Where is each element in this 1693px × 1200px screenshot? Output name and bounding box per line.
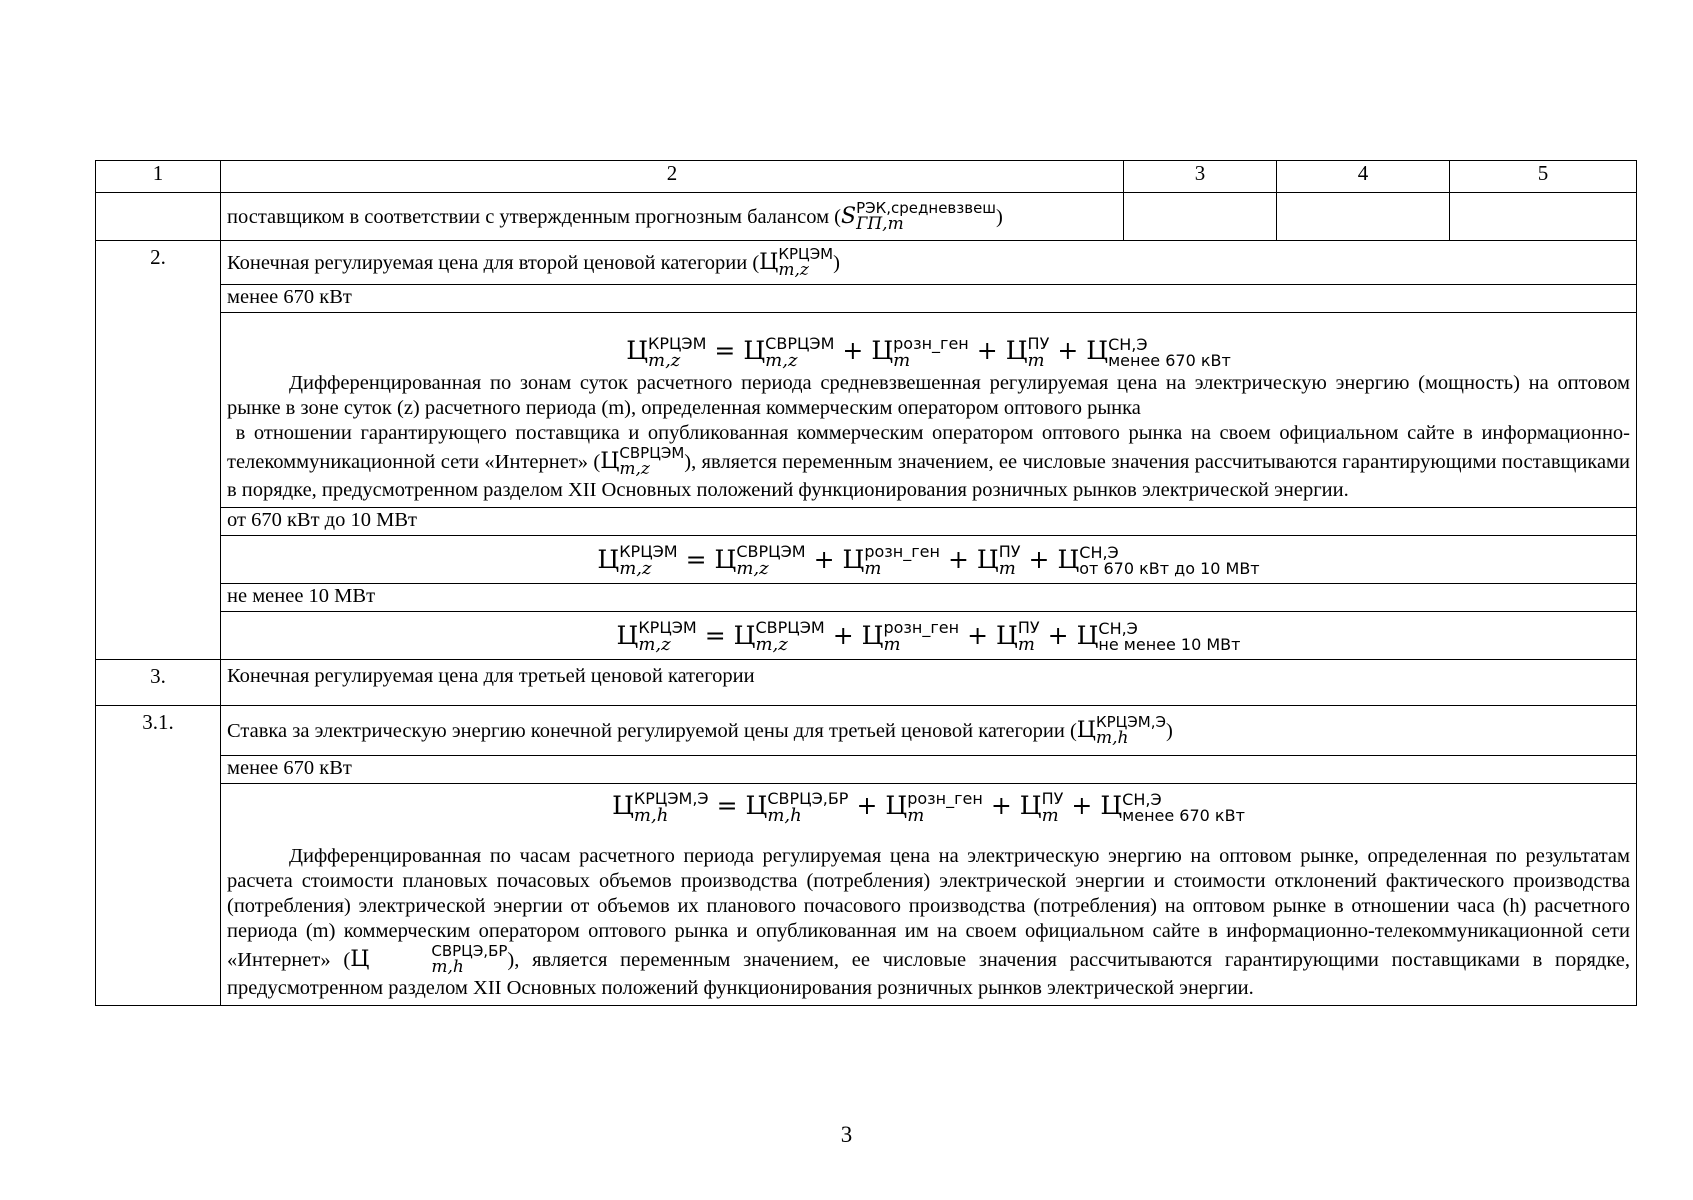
section-2-formula1-row — [96, 313, 1637, 508]
formula-and-description — [221, 784, 1637, 1006]
category-label: менее 670 кВт — [221, 756, 1637, 784]
category-label: менее 670 кВт — [221, 285, 1637, 313]
header-col-1: 1 — [96, 161, 221, 193]
section-2-formula2-row — [96, 536, 1637, 584]
formula-2-1: Ц КРЦЭМ m,z = Ц СВРЦЭМ m,z + Ц розн_ген m + Ц ПУ m + Ц СН,Э менее 670 кВт — [626, 333, 1231, 371]
s-symbol: S РЭК,средневзвеш ГП,m — [841, 198, 997, 234]
section-31-number: 3.1. — [96, 706, 221, 1006]
section-31-formula-row — [96, 784, 1637, 1006]
header-col-5: 5 — [1450, 161, 1637, 193]
category-label: не менее 10 МВт — [221, 584, 1637, 612]
section-2-title-row — [96, 241, 1637, 285]
formula-cell — [221, 536, 1637, 584]
category-label: от 670 кВт до 10 МВт — [221, 508, 1637, 536]
description-para-31: Дифференцированная по часам расчетного периода регулируемая цена на электрическую энергию на оптовом рынке, определенная по результатам расчета стоимости плановых почасовых объемов производства (потребления) электрической энергии и стоимости отклонений фактического производства (потребления) электрической энергии от объемов их планового почасового производства (потребления) на оптовом рынке в отношении часа (h) расчетного периода (m) коммерческим оператором оптового рынка и опубликованная им на своем официальном сайте в информационно-телекоммуникационной сети «Интернет» (Ц СВРЦЭ,БР m,h ), является переменным значением, ее числовые значения рассчитываются гарантирующими поставщиками в порядке, предусмотренном разделом XII Основных положений функционирования розничных рынков электрической энергии. — [227, 845, 1630, 999]
formula-2-3: Ц КРЦЭМ m,z = Ц СВРЦЭМ m,z + Ц розн_ген m + Ц ПУ m + Ц СН,Э не менее 10 МВт — [616, 618, 1241, 655]
section-2-number: 2. — [96, 241, 221, 660]
formula-cell — [221, 612, 1637, 660]
section-31-cat1-row — [96, 756, 1637, 784]
tariff-table — [95, 160, 1637, 1006]
continuation-row — [96, 193, 1637, 241]
formula-2-2: Ц КРЦЭМ m,z = Ц СВРЦЭМ m,z + Ц розн_ген m + Ц ПУ m + Ц СН,Э от 670 кВт до 10 МВт — [597, 542, 1260, 579]
continuation-text-cell — [221, 193, 1124, 241]
section-31-title-row — [96, 706, 1637, 756]
page-number: 3 — [840, 1122, 853, 1147]
formula-and-description — [221, 313, 1637, 508]
header-col-3: 3 — [1124, 161, 1277, 193]
description-para-1a: Дифференцированная по зонам суток расчетного периода средневзвешенная регулируемая цена на электрическую энергию (мощность) на оптовом рынке в зоне суток (z) расчетного периода (m), определенная коммерческим оператором оптового рынка — [227, 372, 1630, 419]
section-31-title: Ставка за электрическую энергию конечной регулируемой цены для третьей ценовой категории (Ц КРЦЭМ,Э m,h ) — [221, 706, 1637, 756]
section-3-title: Конечная регулируемая цена для третьей ценовой категории — [221, 660, 1637, 706]
section-3-row — [96, 660, 1637, 706]
header-row — [96, 161, 1637, 193]
close-paren: ) — [996, 205, 1003, 228]
header-col-2: 2 — [221, 161, 1124, 193]
header-col-4: 4 — [1277, 161, 1450, 193]
continuation-text: поставщиком в соответствии с утвержденным прогнозным балансом ( — [227, 205, 841, 228]
section-3-number: 3. — [96, 660, 221, 706]
section-2-cat1-row — [96, 285, 1637, 313]
section-2-cat3-row — [96, 584, 1637, 612]
section-2-cat2-row — [96, 508, 1637, 536]
section-2-title: Конечная регулируемая цена для второй ценовой категории (Ц КРЦЭМ m,z ) — [221, 241, 1637, 285]
section-2-formula3-row — [96, 612, 1637, 660]
formula-31-1: Ц КРЦЭМ,Э m,h = Ц СВРЦЭ,БР m,h + Ц розн_ген m + Ц ПУ m + Ц СН,Э менее 670 кВт — [612, 788, 1245, 826]
description-para-1b: в отношении гарантирующего поставщика и опубликованная коммерческим оператором оптового рынка на своем официальном сайте в информационно-телекоммуникационной сети «Интернет» (Ц СВРЦЭМ m,z ), является переменным значением, ее числовые значения рассчитываются гарантирующими поставщиками в порядке, предусмотренном разделом XII Основных положений функционирования розничных рынков электрической энергии. — [227, 422, 1631, 501]
